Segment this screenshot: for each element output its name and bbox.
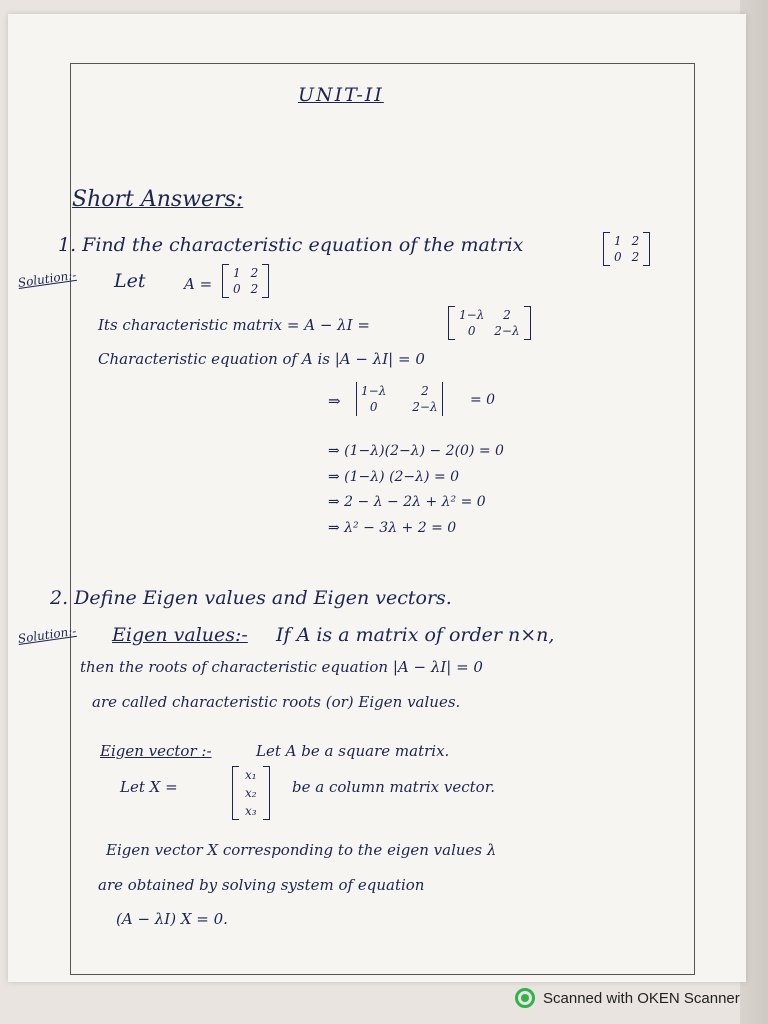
column-vector-x: x₁ x₂ x₃ — [232, 766, 270, 820]
column-matrix-line: be a column matrix vector. — [292, 778, 495, 796]
let-a-equals: A = — [184, 275, 213, 293]
let-word: Let — [114, 270, 146, 292]
section-heading: Short Answers: — [72, 187, 244, 212]
eigen-vector-label: Eigen vector :- — [100, 742, 212, 760]
eigen-values-line-2: then the roots of characteristic equation |A − λI| = 0 — [80, 658, 483, 676]
eigen-values-label: Eigen values:- — [112, 624, 248, 646]
scanner-watermark — [515, 988, 740, 1008]
page-title: UNIT-II — [298, 84, 384, 106]
question-1: 1. Find the characteristic equation of the matrix — [58, 234, 524, 256]
let-x-equals: Let X = — [120, 778, 178, 796]
characteristic-matrix-line: Its characteristic matrix = A − λI = — [98, 316, 370, 334]
question-2: 2. Define Eigen values and Eigen vectors. — [50, 587, 452, 609]
eigen-vector-line-c: (A − λI) X = 0. — [116, 910, 228, 928]
solution-label-1: Solution:- — [17, 267, 78, 290]
determinant: 1−λ 2 0 2−λ — [356, 382, 443, 416]
oken-scanner-logo-icon — [515, 988, 535, 1008]
matrix-a: 1 2 0 2 — [222, 264, 269, 298]
eigen-vector-line-b: are obtained by solving system of equation — [98, 876, 425, 894]
eigen-values-line-3: are called characteristic roots (or) Eigen values. — [92, 693, 461, 711]
characteristic-equation-line: Characteristic equation of A is |A − λI| = 0 — [98, 350, 425, 368]
step-4: ⇒ λ² − 3λ + 2 = 0 — [328, 520, 457, 536]
eigen-vector-line-a: Eigen vector X corresponding to the eigen values λ — [106, 841, 497, 859]
solution-label-2: Solution:- — [17, 623, 78, 646]
implies-arrow: ⇒ — [328, 392, 341, 410]
step-1: ⇒ (1−λ)(2−λ) − 2(0) = 0 — [328, 443, 504, 459]
step-3: ⇒ 2 − λ − 2λ + λ² = 0 — [328, 494, 486, 510]
eigen-vector-line-1: Let A be a square matrix. — [256, 742, 450, 760]
determinant-equals-zero: = 0 — [470, 392, 496, 408]
characteristic-matrix: 1−λ 2 0 2−λ — [448, 306, 531, 340]
question-1-matrix: 1 2 0 2 — [603, 232, 650, 266]
scanner-text: Scanned with OKEN Scanner — [543, 989, 740, 1007]
step-2: ⇒ (1−λ) (2−λ) = 0 — [328, 469, 460, 485]
eigen-values-line-1: If A is a matrix of order n×n, — [276, 624, 555, 646]
